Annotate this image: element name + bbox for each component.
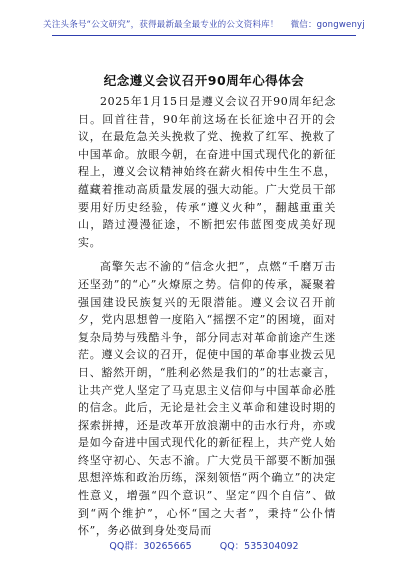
paragraph-2: 高擎矢志不渝的“信念火把”，点燃“千磨万击还坚劲”的“心”火燎原之势。信仰的传承，凝聚着强国建设民族复兴的无限潜能。遵义会议召开前夕，党内思想曾一度陷入“摇摆不定”的困境，面对复杂局势与残酷斗争，部分同志对革命前途产生迷茫。遵义会议的召开，促使中国的革命事业拨云见日、豁然开朗，“胜利必然是我们的”的壮志豪言，让共产党人坚定了马克思主义信仰与中国革命必胜的信念。此后，无论是社会主义革命和建设时期的探索拼搏，还是改革开放浪潮中的击水行舟，亦或是如今奋进中国式现代化的新征程上，共产党人始终坚守初心、矢志不渝。广大党员干部要不断加强思想淬炼和政治历练，深刻领悟“两个确立”的决定性意义，增强“四个意识”、坚定“四个自信”、做到“两个维护”，心怀“国之大者”，秉持“公仆情怀”，务必做到身处变局而 — [78, 260, 336, 538]
footer-qq: QQ：535304092 — [219, 541, 299, 552]
document-body — [78, 93, 336, 540]
page-footer — [0, 538, 408, 552]
paragraph-1: 2025年1月15日是遵义会议召开90周年纪念日。回首往昔，90年前这场在长征途中召开的会议，在最危急关头挽救了党、挽救了红军、挽救了中国革命。放眼今朝，在奋进中国式现代化的新征程上，遵义会议精神始终在薪火相传中生生不息，蕴藏着推动高质量发展的强大动能。广大党员干部要用好历史经验，传承“遵义火种”，翻越重重关山，踏过漫漫征途，不断把宏伟蓝图变成美好现实。 — [78, 95, 336, 249]
document-title: 纪念遵义会议召开90周年心得体会 — [103, 73, 305, 88]
header-promo-text: 关注头条号“公文研究”，获得最新最全最专业的公文资料库！ — [43, 20, 279, 30]
page-header — [0, 18, 408, 30]
header-divider — [52, 35, 356, 36]
header-wechat-text: 微信：gongwenyj — [290, 20, 365, 30]
footer-qq-group: QQ群：30265665 — [109, 541, 192, 552]
